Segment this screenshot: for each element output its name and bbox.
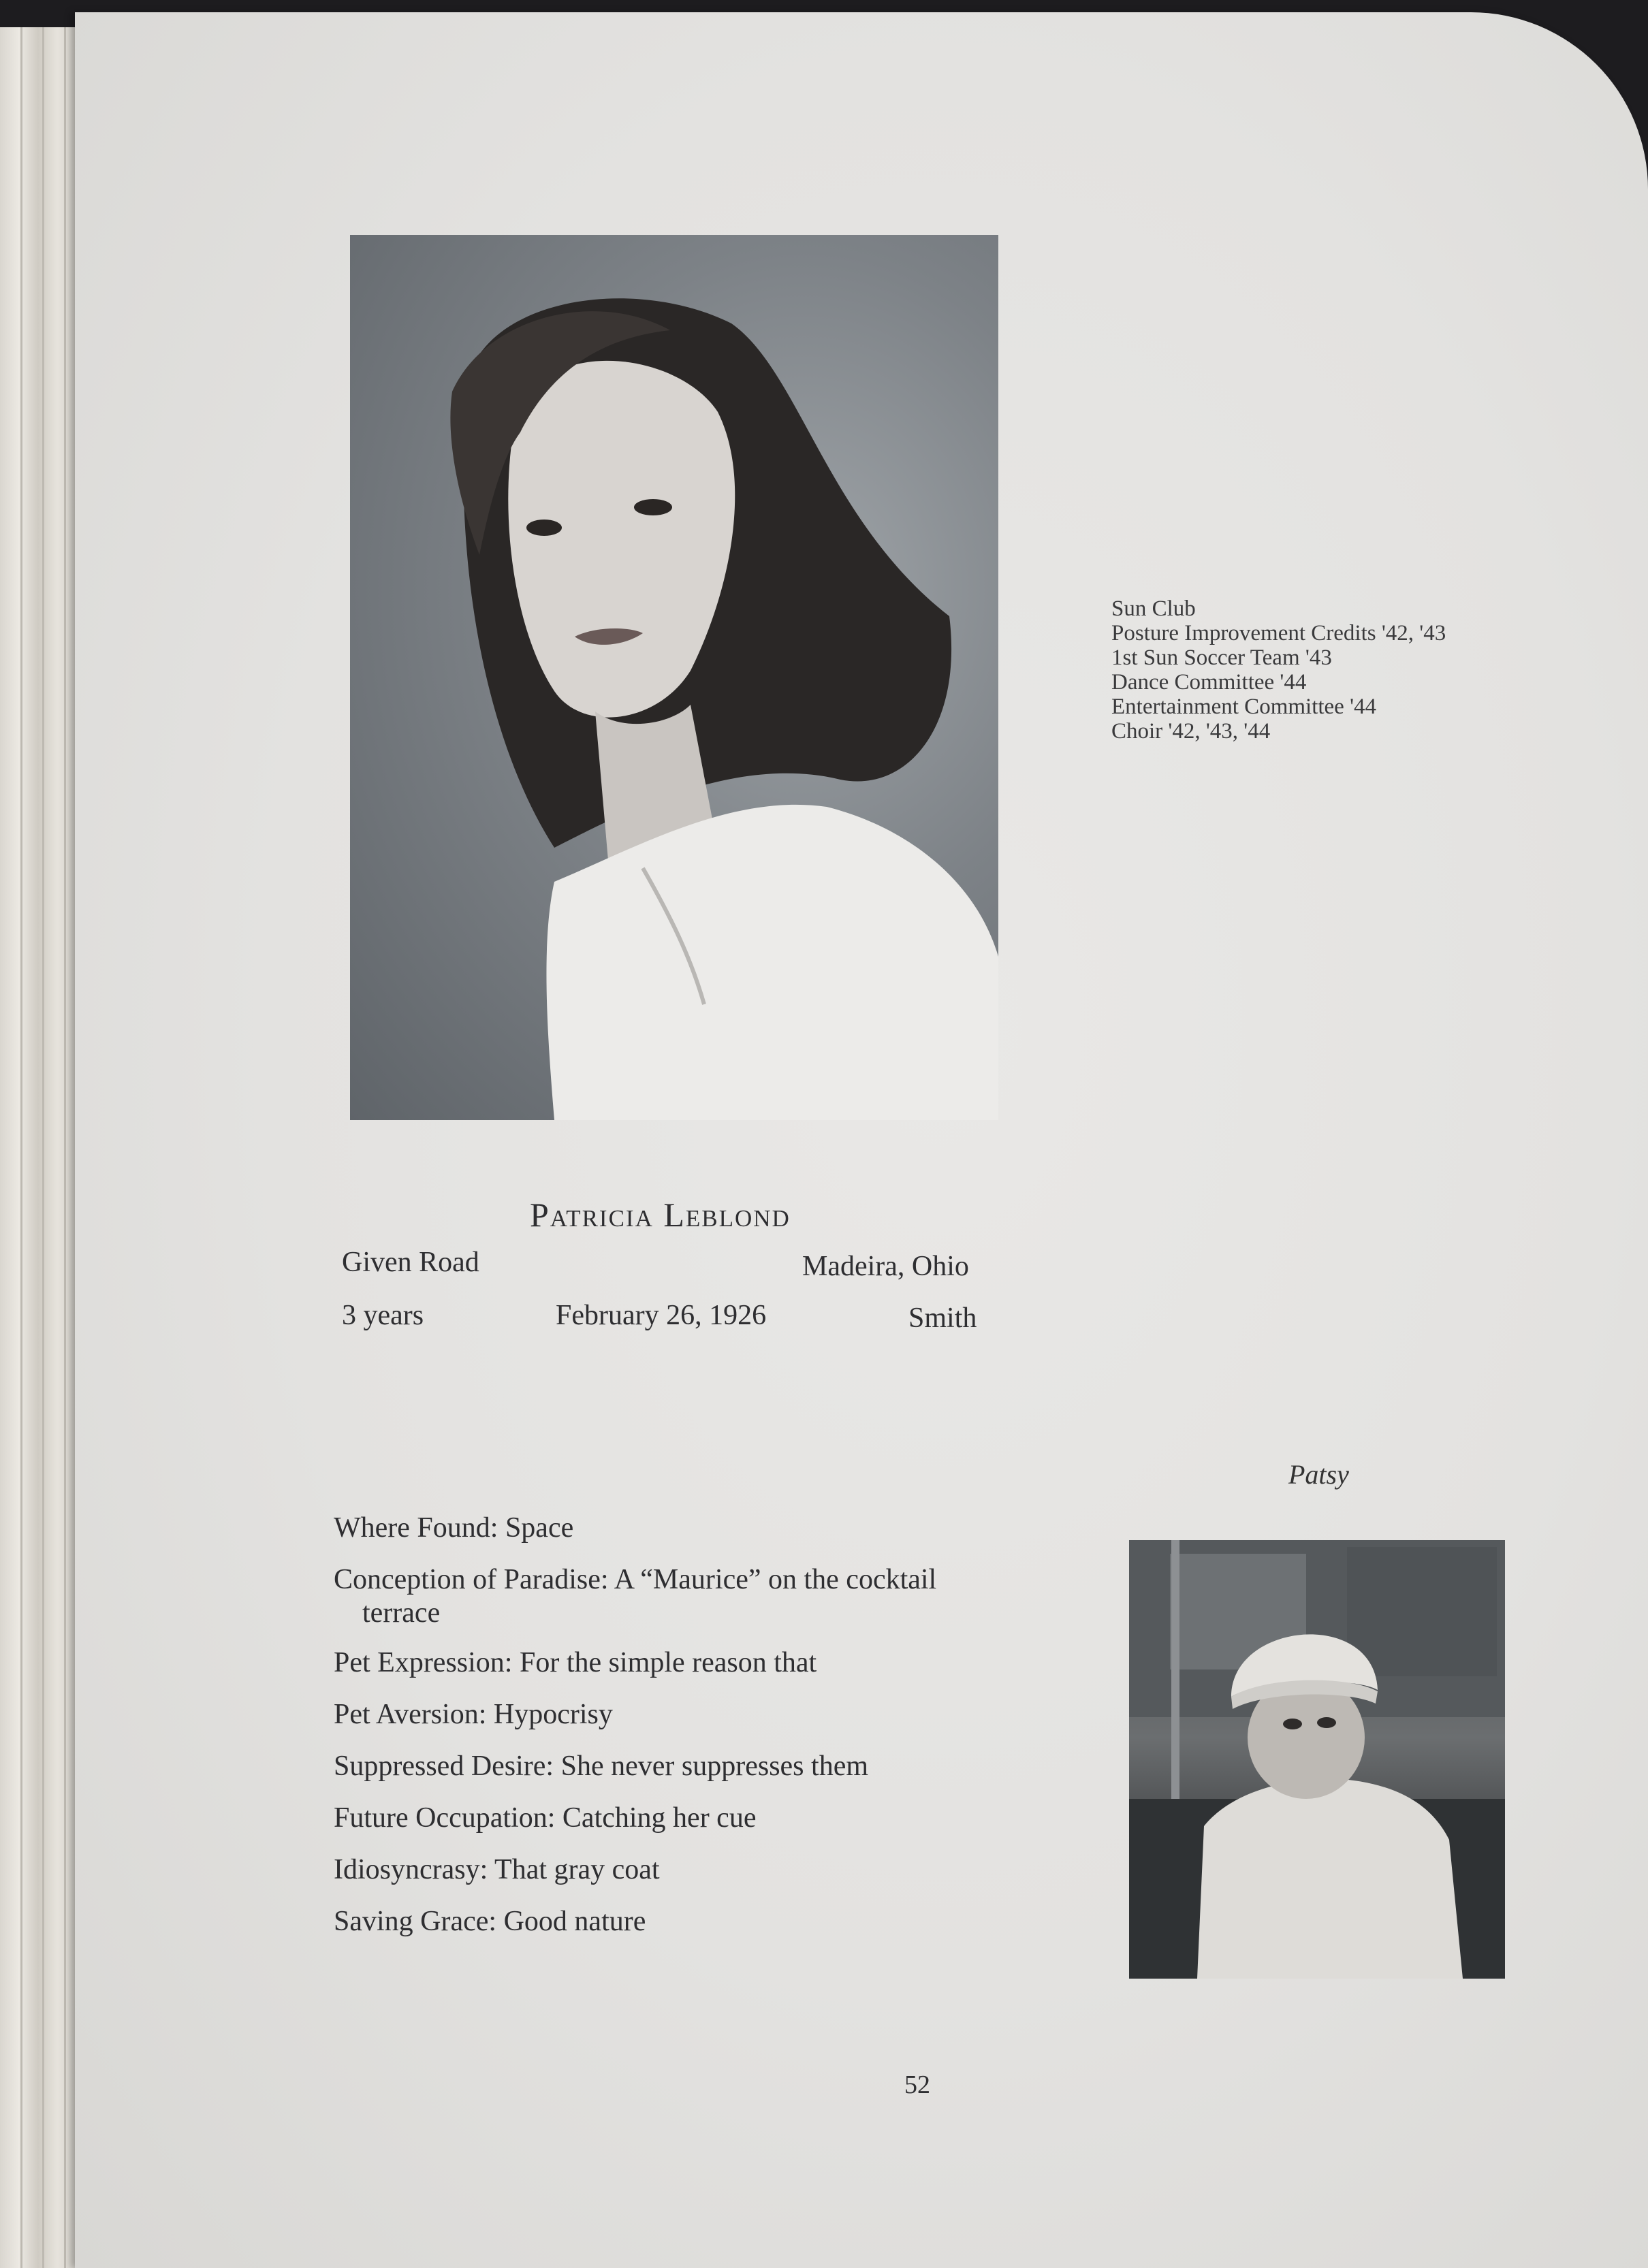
senior-portrait-photo [350, 235, 998, 1120]
fact-label: Pet Aversion: [334, 1699, 487, 1730]
page-edge-line [64, 27, 66, 2268]
fact-pet-aversion [334, 1697, 1015, 1732]
student-years: 3 years [342, 1300, 424, 1331]
fact-value: Catching her cue [562, 1802, 757, 1834]
fact-where-found [334, 1510, 1015, 1546]
fact-idiosyncrasy [334, 1852, 1015, 1887]
fact-saving-grace [334, 1904, 1015, 1939]
activity-item: 1st Sun Soccer Team '43 [1111, 645, 1332, 670]
fact-value-continuation: terrace [362, 1597, 441, 1629]
fact-value: Hypocrisy [493, 1699, 613, 1730]
fact-value: A “Maurice” on the cocktail [614, 1564, 937, 1595]
activity-item: Posture Improvement Credits '42, '43 [1111, 621, 1446, 645]
page-edge-line [20, 27, 22, 2268]
fact-value: She never suppresses them [560, 1751, 869, 1782]
fact-pet-expression [334, 1645, 1015, 1680]
fact-conception-of-paradise [334, 1562, 1015, 1629]
fact-label: Conception of Paradise: [334, 1564, 609, 1595]
fact-label: Pet Expression: [334, 1647, 513, 1678]
fact-value: Space [505, 1512, 574, 1544]
student-nickname: Patsy [1288, 1459, 1349, 1490]
fact-value: Good nature [503, 1906, 646, 1937]
student-birthdate: February 26, 1926 [556, 1300, 767, 1331]
student-address: Given Road [342, 1247, 479, 1278]
childhood-photo [1129, 1540, 1505, 1979]
fact-label: Where Found: [334, 1512, 498, 1544]
activity-item: Choir '42, '43, '44 [1111, 719, 1271, 744]
facts-list [334, 1510, 1015, 1955]
activity-item: Dance Committee '44 [1111, 670, 1307, 694]
page-edge-line [42, 27, 44, 2268]
fact-label: Saving Grace: [334, 1906, 497, 1937]
fact-future-occupation [334, 1800, 1015, 1836]
activity-item: Entertainment Committee '44 [1111, 694, 1377, 719]
fact-label: Suppressed Desire: [334, 1751, 554, 1782]
fact-value: That gray coat [494, 1854, 660, 1885]
fact-label: Future Occupation: [334, 1802, 556, 1834]
student-college: Smith [908, 1303, 977, 1334]
page-number: 52 [904, 2071, 930, 2099]
student-hometown: Madeira, Ohio [802, 1251, 969, 1282]
fact-suppressed-desire [334, 1748, 1015, 1784]
fact-value: For the simple reason that [519, 1647, 817, 1678]
student-name: Patricia Leblond [530, 1196, 791, 1234]
activity-item: Sun Club [1111, 596, 1196, 621]
fact-label: Idiosyncrasy: [334, 1854, 488, 1885]
activities-list [1111, 596, 1534, 744]
